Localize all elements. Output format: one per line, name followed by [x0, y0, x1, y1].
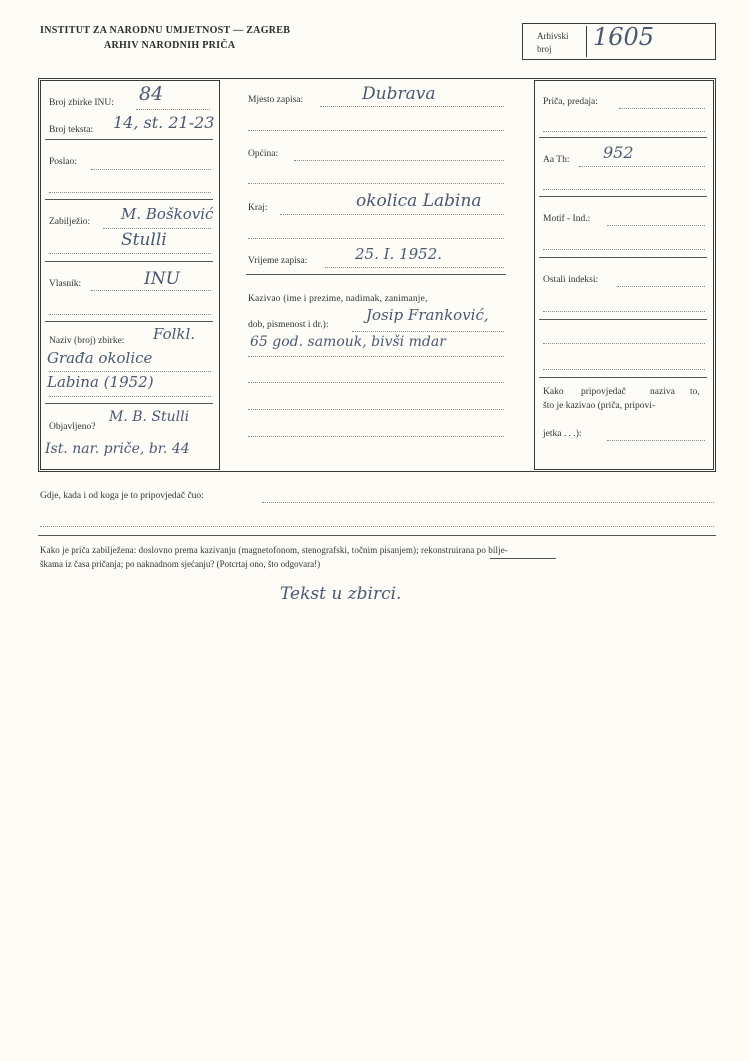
published-value-2: Ist. nar. priče, br. 44: [45, 441, 190, 457]
text-number-value: 14, st. 21-23: [113, 113, 215, 132]
archive-number-divider: [586, 26, 587, 57]
dotted-line: [579, 166, 705, 167]
rule: [45, 321, 213, 322]
recorded-by-value-1: M. Bošković: [121, 205, 214, 223]
recorded-by-label: Zabilježio:: [49, 217, 91, 227]
rule: [539, 196, 707, 197]
narrator-label-2: dob, pismenost i dr.):: [248, 320, 329, 330]
narrator-term-line-2: što je kazivao (priča, pripovi-: [543, 401, 656, 411]
archive-title: ARHIV NARODNIH PRIČA: [104, 40, 236, 51]
date-value: 25. I. 1952.: [355, 245, 443, 263]
dotted-line: [40, 526, 714, 527]
institute-title: INSTITUT ZA NARODNU UMJETNOST — ZAGREB: [40, 25, 291, 36]
rule: [539, 137, 707, 138]
dotted-line: [136, 109, 210, 110]
dotted-line: [248, 436, 504, 437]
collection-name-value-1: Folkl.: [153, 325, 196, 343]
place-value: Dubrava: [362, 84, 436, 104]
dotted-line: [103, 228, 211, 229]
dotted-line: [543, 249, 705, 250]
left-column-box: [40, 80, 220, 470]
dotted-line: [49, 371, 211, 372]
published-label: Objavljeno?: [49, 422, 96, 432]
dotted-line: [619, 108, 705, 109]
owner-value: INU: [144, 269, 180, 289]
published-value-1: M. B. Stulli: [109, 409, 190, 425]
narrator-term-line-3: jetka . . .):: [543, 429, 582, 439]
dotted-line: [543, 369, 705, 370]
text-location-note: Tekst u zbirci.: [280, 584, 402, 604]
municipality-label: Općina:: [248, 149, 279, 159]
narrator-value-1: Josip Franković,: [366, 306, 489, 324]
dotted-line: [49, 396, 211, 397]
dotted-line: [543, 311, 705, 312]
region-value: okolica Labina: [356, 191, 482, 211]
collection-name-value-3: Labina (1952): [47, 373, 154, 391]
collection-number-label: Broj zbirke INU:: [49, 98, 114, 108]
where-when-label: Gdje, kada i od koga je to pripovjedač čuo:: [40, 491, 204, 501]
dotted-line: [91, 169, 211, 170]
archive-number-box: [522, 23, 716, 60]
dotted-line: [248, 183, 504, 184]
region-label: Kraj:: [248, 203, 268, 213]
aath-value: 952: [603, 143, 634, 162]
rule: [246, 274, 506, 275]
dotted-line: [543, 189, 705, 190]
dotted-line: [352, 331, 504, 332]
narrator-label-1: Kazivao (ime i prezime, nadimak, zanimanje,: [248, 294, 428, 304]
owner-label: Vlasnik:: [49, 279, 82, 289]
dotted-line: [280, 214, 504, 215]
dotted-line: [543, 131, 705, 132]
rule: [45, 261, 213, 262]
dotted-line: [248, 356, 504, 357]
archive-number-label-2: broj: [537, 44, 552, 54]
rule: [45, 403, 213, 404]
recording-method-line-1: Kako je priča zabilježena: doslovno prema kazivanju (magnetofonom, stenografski, točnim pisanjem); rekonstruirana po bilje-: [40, 545, 508, 555]
dotted-line: [325, 267, 504, 268]
date-label: Vrijeme zapisa:: [248, 256, 308, 266]
dotted-line: [262, 502, 714, 503]
right-column-box: [534, 80, 714, 470]
text-number-label: Broj teksta:: [49, 125, 94, 135]
collection-name-value-2: Građa okolice: [47, 349, 153, 367]
dotted-line: [49, 253, 211, 254]
recording-method-line-2: škama iz časa pričanja; po naknadnom sjećanju? (Potcrtaj ono, što odgovara!): [40, 559, 321, 569]
narrator-term-word-1: Kako: [543, 387, 564, 397]
rule: [45, 139, 213, 140]
archive-number-label-1: Arhivski: [537, 31, 569, 41]
dotted-line: [91, 290, 211, 291]
narrator-term-word-2: pripovjedač: [581, 387, 626, 397]
story-type-label: Priča, predaja:: [543, 97, 598, 107]
dotted-line: [49, 314, 211, 315]
aath-label: Aa Th:: [543, 155, 570, 165]
place-label: Mjesto zapisa:: [248, 95, 304, 105]
dotted-line: [248, 382, 504, 383]
rule: [539, 319, 707, 320]
collection-number-value: 84: [139, 83, 164, 105]
dotted-line: [248, 238, 504, 239]
other-indexes-label: Ostali indeksi:: [543, 275, 599, 285]
narrator-term-word-3: naziva: [650, 387, 675, 397]
dotted-line: [617, 286, 705, 287]
dotted-line: [248, 130, 504, 131]
rule: [539, 377, 707, 378]
collection-name-label: Naziv (broj) zbirke:: [49, 336, 125, 346]
dotted-line: [320, 106, 504, 107]
narrator-term-word-4: to,: [690, 387, 700, 397]
dotted-line: [248, 409, 504, 410]
underline-mark: [490, 558, 556, 559]
dotted-line: [607, 225, 705, 226]
archive-number-value: 1605: [593, 23, 655, 51]
rule: [539, 257, 707, 258]
motif-label: Motif - Ind.:: [543, 214, 591, 224]
dotted-line: [543, 343, 705, 344]
dotted-line: [49, 192, 211, 193]
recorded-by-value-2: Stulli: [121, 230, 167, 250]
narrator-value-2: 65 god. samouk, bivši mdar: [250, 334, 446, 350]
rule: [38, 535, 716, 536]
dotted-line: [294, 160, 504, 161]
rule: [45, 199, 213, 200]
dotted-line: [607, 440, 705, 441]
sent-by-label: Poslao:: [49, 157, 77, 167]
